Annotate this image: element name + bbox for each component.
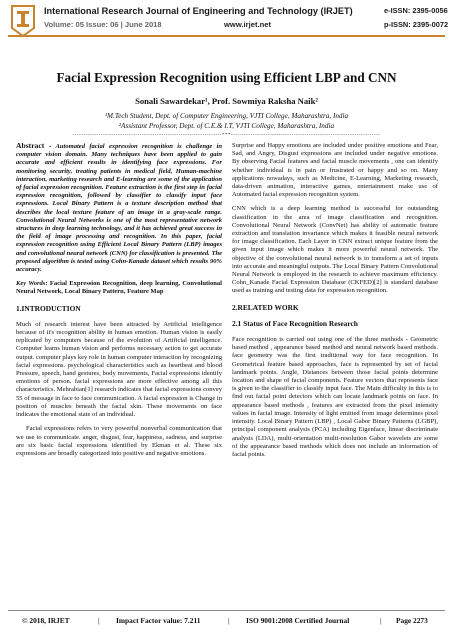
paper-title: Facial Expression Recognition using Efficient LBP and CNN [56,70,397,85]
irjet-logo [8,4,38,38]
subsection-heading: 2.1 Status of Face Recognition Research [232,318,358,328]
footer-impact-factor: Impact Factor value: 7.211 [116,616,201,625]
pissn: p-ISSN: 2395-0072 [384,20,449,29]
footer-divider: | [228,616,230,625]
eissn: e-ISSN: 2395-0056 [384,6,448,15]
keywords-label: Key Words [16,280,46,288]
paper-authors: Sonali Sawardekar¹, Prof. Sowmiya Raksha Naik² [135,96,318,106]
body-paragraph-3: Face recognition is carried out using one of the three methods - Geometric based method , appearance based method and neural network based methods. face geometry was the first traditional way for face recognition. In Geometrical feature based approaches, face is represented by set of facial landmark points. Angle, Distances between those facial points determine location and shape of facial components. Feature vectors that represents face is given to the classifier to classify input face. The Main difficulty in this is to find out facial point detectors which can locate landmark points on face. In appearance based methods , features are extracted from the pixel intensity values in facial image. Intensity of light emitted from image determines pixel intensity. Local Binary Pattern (LBP) , Local Gabor Binary Patterns (LGBP), principal component analysis (PCA) including Eigenface, linear discriminate analysis (LDA), multi-orientation multi-resolution Gabor wavelets are some of the appearance based methods which does not include an information of facial points. [232,336,438,458]
abstract [16,142,222,274]
intro-paragraph-2: Facial expressions refers to very powerful nonverbal communication that we use to communicate. anger, disgust, fear, happiness, sadness, and surprise are six basic facial expressions identified by Ekman et al. These six expressions are broadly categorized into positive and negative emotions. [16,425,222,457]
footer-divider: | [98,616,100,625]
affiliation-2: ²Assistant Professor, Dept. of C.E.& I.T, VJTI College, Maharashtra, India [118,122,335,130]
footer-rule [8,610,445,611]
journal-name: International Research Journal of Engineering and Technology (IRJET) [44,6,353,16]
body-paragraph-1: Surprise and Happy emotions are included under positive emotions and Fear, Sad, and Angry, Disgust expressions are included under negative emotions. By observing Facial features and facial muscle movements , one can identify whether individual is in pain or frustrated or happy and so on. Many applications nowadays, such as Medicine, E-Learning, Marketing research, data-driven animation, interactive games, entertainment make use of Automated facial expression recognition system. [232,142,438,199]
footer-iso: ISO 9001:2008 Certified Journal [246,616,350,625]
left-column [16,142,222,464]
abstract-text: Automated facial expression recognition is challenge in computer vision domain. Many techniques have been applied to gain accurate and efficient results in identifying face expressions. For monitoring security, treating patients in medical field, Human-machine interaction, marketing research and E-learning are some of the application of facial expression recognition. Feature extraction is the first step in facial expression recognition, followed by classifier to classify input face expressions. Local Binary Pattern is a texture description method that describes the local texture feature of an image in a gray-scale range. Convolutional Neural Networks is one of the most representative network structures in deep learning technology, and it has achieved great success in the field of image processing and recognition. In this paper, facial expression recognition using Efficient Local Binary Pattern (LBP) images and convolutional neural network (CNN) for classification is presented. The proposed algorithm is tested using Cohn-Kanade dataset which results 90% accuracy. [16,143,222,274]
journal-header [0,0,453,46]
right-column [232,142,438,465]
journal-website-link[interactable]: www.irjet.net [224,20,271,29]
affiliation-1: ¹M.Tech Student, Dept. of Computer Engineering, VJTI College, Maharashtra, India [104,112,349,120]
intro-heading: 1.INTRODUCTION [16,303,81,313]
section-separator: ---------------------------------------------------------------------***--------------------------------------------------------------------- [72,133,381,138]
intro-paragraph-1: Much of research interest have been attracted by Artificial intelligence because of it's recognition ability in human emotion. Human vision is easily replicated by computers because of the evolution of Artificial intelligence. Computer learns human vision and performs necessary action to get accurate output. computer plays key role in human computer interaction by recognizing facial expressions. psychological characteristics such as heartbeat and blood Pressure, speech, hand gestures, body movements, Facial expressions identify emotions of person. facial expressions are more effective among all this characteristics. Mehrabian[1] research indicates that facial expressions convey 55 of message in face to face communication. A facial expression is Change in position of muscles beneath the facial skin. These movements on face indicates the emotional state of an individual. [16,320,222,419]
body-paragraph-2: CNN which is a deep learning method is successful for outstanding classification in the area of image classification and recognition. Convolutional Neural Network (ConvNet) has ability of automatic feature extraction and translation invariance which makes it feasible neural network for image classification. Each Layer in CNN extract unique feature from the given input image which makes it more powerful neural network. The objective of the convolutional neural network is to transform a set of inputs into accurate and meaningful outputs. The Local Binary Pattern Convolutional Neural Network is employed in the research to achieve maximum efficiency. Cohn_Kanade Facial Expression Database (CKFED)[2] is standard database used as training and testing data for expression recognition. [232,205,438,295]
keywords [16,280,222,296]
related-work-heading: 2.RELATED WORK [232,302,299,312]
footer-copyright: © 2018, IRJET [22,616,70,625]
keywords-text: : Facial Expression Recognition, deep learning, Convolutional Neural Network, Local Binary Pattern, Feature Map [16,280,222,296]
footer-page-number: Page 2273 [396,616,428,625]
abstract-label: Abstract - [16,141,52,150]
footer-divider: | [380,616,382,625]
volume-issue: Volume: 05 Issue: 06 | June 2018 [44,20,162,29]
header-rule [8,35,445,37]
